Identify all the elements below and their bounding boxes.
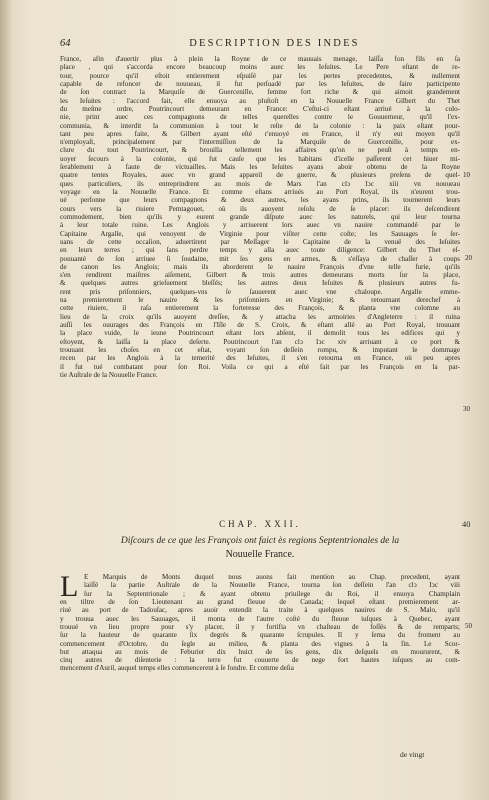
text-line: riué au port de Tadouſac, apres auoir entendit la traite à quelques nauires de S. Malo, qu'il — [60, 606, 460, 615]
chapter-title-line1: Diſcours de ce que les François ont faict ès regions Septentrionales de la — [120, 536, 400, 546]
text-line: il fut tué combatant pour ſon Roi. Voila ce qui a eſté fait par les François en la par- — [60, 362, 460, 371]
text-line: de ſon contract la Marquiſe de Guercenille, femme fort riche & qui aimoit grandement — [60, 88, 460, 97]
body-text-top — [60, 55, 460, 379]
text-line: tour, pource qu'il eſtoit entierement eſpuiſé par les pertes precedentes, & nullement — [60, 71, 460, 80]
running-title: DESCRIPTION DES INDES — [189, 38, 360, 49]
text-line: en leurs terres ; qui ſans perdre temps y alla auec toute diligence: Gilbert du Thet eſ- — [60, 246, 460, 255]
text-line: cinq autres de diſenterie : la terre fut couuerte de nege fort hautes iuſques au com- — [60, 656, 460, 665]
drop-capital: L — [60, 570, 79, 603]
body-text-bottom — [60, 570, 460, 673]
text-line: Capitaine Argalle, qui venoyent de Virginie pour viſiter cette coſte; les Sauuages ſe ſer- — [60, 229, 460, 238]
text-line: mencement d'Auril, auquel temps elles commencerent à ſe fondre. Et comme deſia — [60, 664, 294, 673]
text-line: trouuant les choſes en cet eſtat, voyant ſon deſſein rompu, & imputant le dommage — [60, 345, 460, 354]
text-line: s'en rendirent maiſtres aiſement, Gilbert & trois autres demeurans morts ſur la place, — [60, 271, 460, 280]
text-line: quatre tentes Royales, auec vn grand appareil de guerre, & plusieurs preſens de quel- — [60, 171, 460, 180]
text-line: France, afin d'auertir plus à plein la Royne de ce mauuais menage, laiſſa fon fils en ſa — [60, 55, 460, 63]
text-line: rent pris priſonniers, quelques-vns ſe ſauuerent auec vne chaloupe. Argalle emme- — [60, 287, 460, 296]
text-line: pouuanté de ſon arriuee ſi ſoudaine, mit ſes gens en armes, & s'eſſaya de chaſſer à coups — [60, 254, 460, 263]
text-line: receu par les Anglois à la temerité des Ieſuites, il s'en retourna en France, où peu apres — [60, 354, 460, 363]
gutter-shadow — [0, 0, 12, 800]
margin-line-number: 50 — [465, 622, 472, 630]
text-line: place , qui s'accorda encore beaucoup moins auec les Ieſuites. Le Pere eſtant de re- — [60, 63, 460, 72]
text-line: clure du tout Poutrincourt, & brouilla tellement les affaires qu'on ne peuſt à temps en- — [60, 146, 460, 155]
page-header — [60, 38, 441, 52]
text-line: eſtoyent, & laiſſa la place deſerte. Poutrincourt l'an clↄ Iↄc xiv arriuant à ce port & — [60, 337, 460, 346]
text-line: uans de cette occaſion, aduertirent par Meſſager le Capitaine de la venuë des Ieſuites — [60, 237, 460, 246]
margin-line-number: 40 — [462, 519, 471, 529]
chapter-heading: CHAP. XXII. — [219, 519, 301, 529]
text-line: na premierement le nauire & les priſonniers en Virginie; & retournant derechef à — [60, 296, 460, 305]
margin-line-number: 30 — [463, 405, 470, 413]
text-line: ſur la Septentrionale ; & ayant obtenu priuilege du Roi, il enuoya Champlain — [84, 589, 460, 598]
text-line: à leur totale ruine. Les Anglois y arriuerent lors auec vn nauire commandé par le — [60, 221, 460, 230]
text-line: laiſſé la partie Auſtrale de la Nouuelle France, tourna ſon deſſein l'an clↄ Iↄc viii — [84, 581, 460, 590]
text-line: auſſi les ouurages des François en l'Iſle de S. Croix, & eſtant allé au Port Royal, trouuant — [60, 321, 460, 329]
text-line: trouué vn lieu propre pour s'y placer, il y fortifia vn chaſteau de foſſés & de remparts; — [60, 622, 460, 631]
text-line: ué perſonne que leurs compagnons & deux autres, les ayans prins, ils tournerent leurs — [60, 196, 460, 205]
text-line: tant peu apres faite, & Gilbert ayant eſté r'enuoyé en France, il n'y eut moyen qu'il — [60, 129, 460, 138]
text-line: en tiltre de ſon Lieutenant au grand fleuue de Canada; lequel eſtant premierement ar- — [60, 597, 460, 606]
text-line: E Marquis de Monts duquel nous auons fait mention au Chap. precedent, ayant — [84, 573, 460, 581]
text-line: & quelques autres grieſuement bleſſés; les autres deux Ieſuites & plusieurs autres fu- — [60, 279, 460, 288]
text-line: nie, print auec ces compagnons de telles querelles contre le Gouuerneur, qu'il l'ex- — [60, 113, 460, 122]
chapter-title-line2: Nouuelle France. — [225, 549, 295, 560]
text-line: communia, & interdit la communion à tout le reſte de la colonie : la paix eſtant pour- — [60, 121, 460, 130]
text-line: ſur la hauteur de quarante ſix degrés & quarante ſcrupules. Il y ſema du froment au — [60, 631, 460, 640]
text-line: voyage en la Nouuelle France. Et comme eſtans arriués au Port Royal, ils n'eurent trou- — [60, 188, 460, 196]
catchword: de vingt — [400, 750, 425, 759]
text-line: du meſme ordre, Poutrincourt demeurant en France: C'eſtui-ci eſtant arriué à la colo- — [60, 104, 460, 113]
page-number: 64 — [60, 38, 71, 49]
text-line: n'employaſt, principalement par l'intermiſſion de la Marquiſe de Guercenille, pour ex- — [60, 138, 460, 147]
text-line: cette riuiere, il raſa entierement la forteresse des François, & planta vne colomne au — [60, 304, 460, 313]
text-line: les Ieſuites : l'accord fait, elle enuoya au pluſtoſt en la Nouuelle France Gilbert du Thet — [60, 96, 460, 105]
text-line: de canon les Anglois; mais ils aborderent le nauire François d'vne telle furie, qu'ils — [60, 262, 460, 271]
text-line: la place vuide, le ieune Poutrincourt eſtant lors abſent, il demolit tous les edifices qui y — [60, 329, 460, 338]
text-line: capable de refoncer de nouueau, il fut perſuadé par les Ieſuites, de faire participente — [60, 79, 460, 88]
text-line: commencement d'Octobre, du ſegle au milieu, & planta des vignes à la fin. Le Scor- — [60, 639, 460, 648]
text-line: ques particuliers, ils entreprindrent au mois de Mars l'an clↄ Iↄc xiii vn nouueau — [60, 179, 460, 188]
text-line: lieu de la croix qu'ils auoyent dreſſee, & y attacha les armoiries d'Angleterre : il ruina — [60, 312, 460, 321]
margin-line-number: 20 — [465, 254, 472, 262]
text-line: ſerablement à faute de victuailles. Mais les Ieſuites ayans aboir obtenu de la Royne — [60, 163, 460, 172]
text-line: uoyer ſecours à la colonie, qui fut cauſe que les habitans d'icelle paſſerent cet hiuer mi- — [60, 154, 460, 163]
text-line: y trouua auec les Sauuages, il monta de l'autre coſté du fleuue iuſques à Quebec, ayant — [60, 614, 460, 623]
text-line: cours vers la riuiere Pemtagouet, où ils auoyent reſolu de ſe placer: ils deſcendirent — [60, 204, 460, 213]
text-line: tie Auſtrale de la Nouuelle France. — [60, 370, 158, 379]
text-line: but attaqua au mois de Feburier dix huict de ſes gens, dix deſquels en moururent, & — [60, 647, 460, 656]
margin-line-number: 10 — [463, 171, 470, 179]
text-line: commodement, bien qu'ils y eurent grande diſpute auec les naturels, qui leur tourna — [60, 212, 460, 221]
